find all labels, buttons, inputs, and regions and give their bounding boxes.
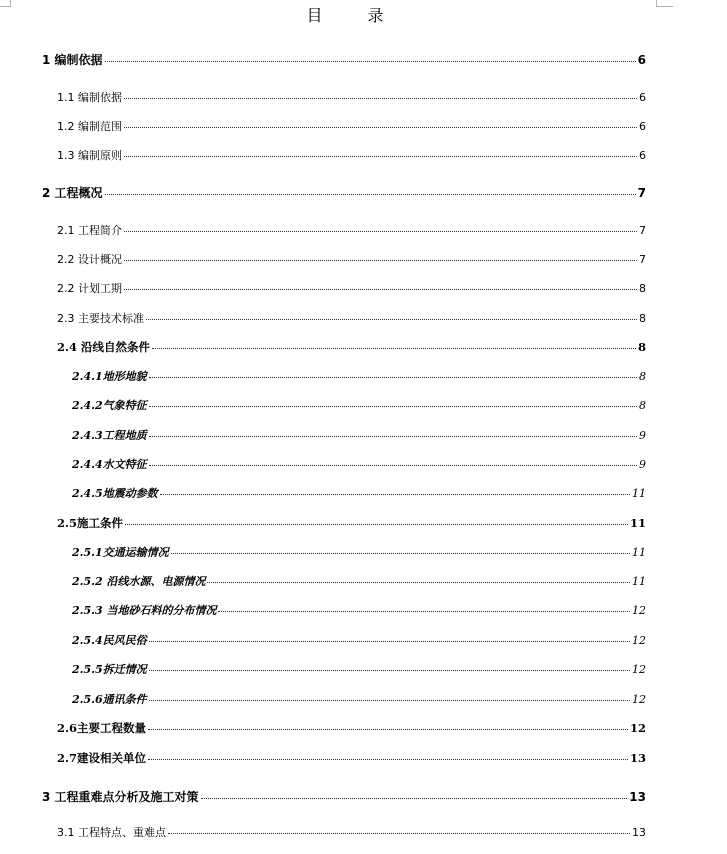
toc-entry-page: 7 bbox=[637, 186, 646, 200]
toc-entry[interactable] bbox=[57, 310, 646, 326]
toc-leader-dots bbox=[160, 493, 630, 495]
toc-entry[interactable] bbox=[57, 339, 646, 355]
toc-entry-label: 2.2 设计概况 bbox=[57, 253, 122, 266]
toc-entry-label: 1.1 编制依据 bbox=[57, 91, 122, 104]
toc-entry[interactable] bbox=[42, 184, 646, 201]
toc-entry-label: 2.4.2气象特征 bbox=[72, 399, 147, 412]
toc-entry[interactable] bbox=[72, 397, 646, 413]
toc-entry[interactable] bbox=[57, 89, 646, 105]
toc-leader-dots bbox=[124, 126, 637, 128]
toc-leader-dots bbox=[105, 193, 636, 195]
toc-entry[interactable] bbox=[72, 485, 646, 501]
toc-entry[interactable] bbox=[57, 720, 646, 736]
toc-leader-dots bbox=[149, 669, 630, 671]
toc-entry-label: 2.5.4民风民俗 bbox=[72, 634, 147, 647]
toc-entry-page: 8 bbox=[639, 312, 646, 325]
toc-entry[interactable] bbox=[57, 147, 646, 163]
toc-entry-page: 8 bbox=[639, 282, 646, 295]
toc-entry-label: 2.4.1地形地貌 bbox=[72, 370, 147, 383]
toc-entry-label: 2.5施工条件 bbox=[57, 516, 124, 530]
toc-entry-label: 2.1 工程简介 bbox=[57, 224, 122, 237]
toc-entry-page: 11 bbox=[632, 487, 646, 500]
toc-entry[interactable] bbox=[57, 280, 646, 296]
toc-leader-dots bbox=[124, 230, 637, 232]
toc-entry-label: 2 工程概况 bbox=[42, 186, 103, 200]
toc-entry[interactable] bbox=[42, 788, 646, 805]
toc-entry[interactable] bbox=[57, 824, 646, 840]
toc-entry[interactable] bbox=[72, 661, 646, 677]
toc-leader-dots bbox=[207, 581, 630, 583]
toc-leader-dots bbox=[218, 610, 630, 612]
toc-leader-dots bbox=[125, 523, 628, 525]
toc-entry-page: 8 bbox=[639, 399, 646, 412]
toc-entry-page: 13 bbox=[629, 751, 646, 765]
toc-entry-page: 7 bbox=[639, 253, 646, 266]
toc-entry[interactable] bbox=[72, 573, 646, 589]
toc-entry-label: 2.4.4水文特征 bbox=[72, 458, 147, 471]
toc-entry[interactable] bbox=[72, 368, 646, 384]
toc-leader-dots bbox=[148, 728, 628, 730]
toc-entry-label: 2.5.6通讯条件 bbox=[72, 693, 147, 706]
toc-leader-dots bbox=[124, 97, 637, 99]
toc-entry-label: 2.5.2 沿线水源、电源情况 bbox=[72, 575, 206, 588]
toc-entry-page: 13 bbox=[632, 826, 646, 839]
toc-entry[interactable] bbox=[57, 118, 646, 134]
toc-leader-dots bbox=[149, 699, 630, 701]
toc-entry-page: 11 bbox=[632, 575, 646, 588]
toc-entry-label: 2.4 沿线自然条件 bbox=[57, 340, 151, 354]
toc-entry-label: 2.3 主要技术标准 bbox=[57, 312, 144, 325]
toc-leader-dots bbox=[149, 464, 637, 466]
toc-entry-label: 2.6主要工程数量 bbox=[57, 721, 147, 735]
toc-leader-dots bbox=[168, 832, 630, 834]
toc-entry-page: 9 bbox=[639, 429, 646, 442]
toc-entry-page: 13 bbox=[629, 790, 646, 804]
toc-entry-page: 8 bbox=[637, 340, 646, 354]
toc-entry[interactable] bbox=[72, 602, 646, 618]
toc-entry-page: 12 bbox=[632, 663, 646, 676]
toc-entry-page: 7 bbox=[639, 224, 646, 237]
toc-entry-page: 9 bbox=[639, 458, 646, 471]
toc-leader-dots bbox=[152, 347, 636, 349]
toc-leader-dots bbox=[149, 640, 630, 642]
toc-entry-label: 3 工程重难点分析及施工对策 bbox=[42, 790, 199, 804]
toc-entry-page: 6 bbox=[639, 120, 646, 133]
toc-entry[interactable] bbox=[42, 51, 646, 68]
toc-entry-page: 8 bbox=[639, 370, 646, 383]
toc-leader-dots bbox=[149, 376, 637, 378]
toc-entry[interactable] bbox=[72, 544, 646, 560]
toc-leader-dots bbox=[105, 60, 636, 62]
toc-entry-page: 11 bbox=[632, 546, 646, 559]
page-title: 目 录 bbox=[306, 6, 404, 25]
toc-leader-dots bbox=[146, 318, 637, 320]
toc-entry[interactable] bbox=[72, 691, 646, 707]
toc-entry-page: 12 bbox=[632, 634, 646, 647]
toc-entry[interactable] bbox=[57, 222, 646, 238]
toc-entry-page: 12 bbox=[632, 604, 646, 617]
toc-leader-dots bbox=[124, 155, 637, 157]
toc-entry-label: 2.5.1交通运输情况 bbox=[72, 546, 169, 559]
toc-entry-page: 12 bbox=[632, 693, 646, 706]
toc-entry-label: 2.5.3 当地砂石料的分布情况 bbox=[72, 604, 217, 617]
toc-entry[interactable] bbox=[57, 750, 646, 766]
toc-leader-dots bbox=[149, 435, 637, 437]
toc-leader-dots bbox=[149, 405, 637, 407]
toc-entry-label: 2.2 计划工期 bbox=[57, 282, 122, 295]
toc-leader-dots bbox=[124, 259, 637, 261]
toc-entry-label: 2.4.3工程地质 bbox=[72, 429, 147, 442]
toc-leader-dots bbox=[171, 552, 630, 554]
toc-entry-page: 6 bbox=[637, 53, 646, 67]
toc-entry[interactable] bbox=[72, 427, 646, 443]
toc-leader-dots bbox=[201, 797, 628, 799]
toc-entry-page: 12 bbox=[629, 721, 646, 735]
toc-leader-dots bbox=[148, 758, 628, 760]
toc-entry-label: 2.4.5地震动参数 bbox=[72, 487, 158, 500]
toc-entry-page: 6 bbox=[639, 149, 646, 162]
toc-entry-page: 6 bbox=[639, 91, 646, 104]
toc-entry[interactable] bbox=[72, 632, 646, 648]
toc-leader-dots bbox=[124, 288, 637, 290]
toc-entry-label: 3.1 工程特点、重难点 bbox=[57, 826, 166, 839]
toc-entry-label: 2.7建设相关单位 bbox=[57, 751, 147, 765]
toc-entry-label: 1.3 编制原则 bbox=[57, 149, 122, 162]
toc-entry-label: 2.5.5拆迁情况 bbox=[72, 663, 147, 676]
toc-entry-label: 1.2 编制范围 bbox=[57, 120, 122, 133]
toc-entry[interactable] bbox=[57, 251, 646, 267]
toc-entry[interactable] bbox=[72, 456, 646, 472]
toc-entry-label: 1 编制依据 bbox=[42, 53, 103, 67]
toc-entry-page: 11 bbox=[629, 516, 646, 530]
toc-entry[interactable] bbox=[57, 515, 646, 531]
